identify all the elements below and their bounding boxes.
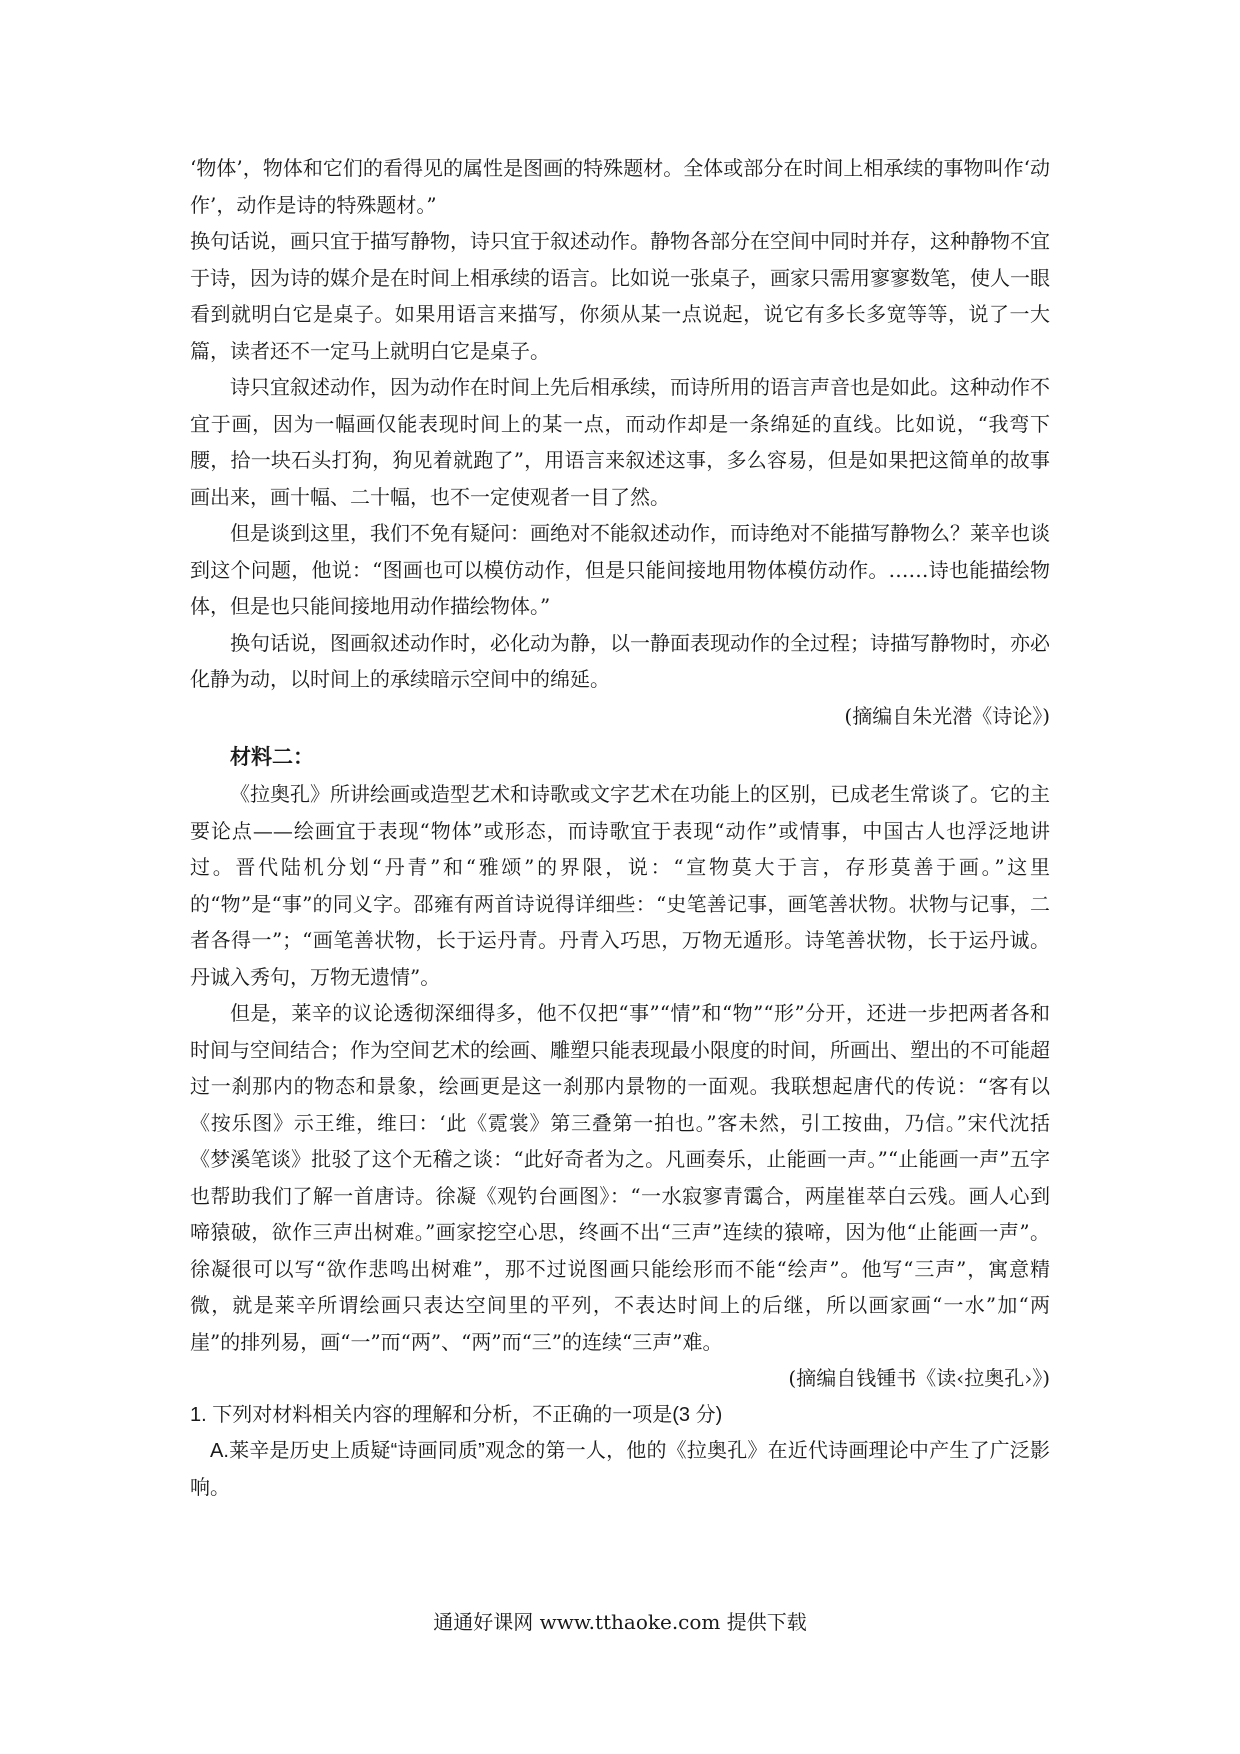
material1-paragraph-1: ‘物体’，物体和它们的看得见的属性是图画的特殊题材。全体或部分在时间上相承续的事物叫作‘动作’，动作是诗的特殊题材。”: [190, 156, 1050, 217]
material1-paragraph-3: 诗只宜叙述动作，因为动作在时间上先后相承续，而诗所用的语言声音也是如此。这种动作不宜于画，因为一幅画仅能表现时间上的某一点，而动作却是一条绵延的直线。比如说，“我弯下腰，拾一块石头打狗，狗见着就跑了”，用语言来叙述这事，多么容易，但是如果把这简单的故事画出来，画十幅、二十幅，也不一定使观者一目了然。: [190, 375, 1050, 509]
material2-paragraph-1: 《拉奥孔》所讲绘画或造型艺术和诗歌或文字艺术在功能上的区别，已成老生常谈了。它的主要论点——绘画宜于表现“物体”或形态，而诗歌宜于表现“动作”或情事，中国古人也浮泛地讲过。晋代陆机分划“丹青”和“雅颂”的界限，说：“宣物莫大于言，存形莫善于画。”这里的“物”是“事”的同义字。邵雍有两首诗说得详细些：“史笔善记事，画笔善状物。状物与记事，二者各得一”；“画笔善状物，长于运丹青。丹青入巧思，万物无遁形。诗笔善状物，长于运丹诚。丹诚入秀句，万物无遗情”。: [190, 782, 1050, 989]
material1-paragraph-5: 换句话说，图画叙述动作时，必化动为静，以一静面表现动作的全过程；诗描写静物时，亦必化静为动，以时间上的承续暗示空间中的绵延。: [190, 630, 1050, 691]
page-footer: 通通好课网 www.tthaoke.com 提供下载: [433, 1610, 807, 1634]
material2-paragraph-2: 但是，莱辛的议论透彻深细得多，他不仅把“事”“情”和“物”“形”分开，还进一步把两者各和时间与空间结合；作为空间艺术的绘画、雕塑只能表现最小限度的时间，所画出、塑出的不可能超过一刹那内的物态和景象，绘画更是这一刹那内景物的一面观。我联想起唐代的传说：“客有以《按乐图》示王维，维曰：‘此《霓裳》第三叠第一拍也。”客未然，引工按曲，乃信。”宋代沈括《梦溪笔谈》批驳了这个无稽之谈：“此好奇者为之。凡画奏乐，止能画一声。”“止能画一声”五字也帮助我们了解一首唐诗。徐凝《观钓台画图》：“一水寂寥青霭合，两崖崔萃白云残。画人心到啼猿破，欲作三声出树难。”画家挖空心思，终画不出“三声”连续的猿啼，因为他“止能画一声”。徐凝很可以写“欲作悲鸣出树难”，那不过说图画只能绘形而不能“绘声”。他写“三声”，寓意精微，就是莱辛所谓绘画只表达空间里的平列，不表达时间上的后继，所以画家画“一水”加“两崖”的排列易，画“一”而“两”、“两”而“三”的连续“三声”难。: [190, 1001, 1050, 1354]
material2-source: (摘编自钱锺书《读‹拉奥孔›》): [788, 1366, 1050, 1390]
material1-paragraph-2: 换句话说，画只宜于描写静物，诗只宜于叙述动作。静物各部分在空间中同时并存，这种静物不宜于诗，因为诗的媒介是在时间上相承续的语言。比如说一张桌子，画家只需用寥寥数笔，使人一眼看到就明白它是桌子。如果用语言来描写，你须从某一点说起，说它有多长多宽等等，说了一大篇，读者还不一定马上就明白它是桌子。: [190, 229, 1050, 363]
page-content: [190, 150, 1050, 1506]
material1-source: (摘编自朱光潜《诗论》): [844, 703, 1050, 728]
question-1-option-a: A.莱辛是历史上质疑“诗画同质”观念的第一人，他的《拉奥孔》在近代诗画理论中产生了广泛影响。: [190, 1440, 1050, 1499]
material1-paragraph-4: 但是谈到这里，我们不免有疑问：画绝对不能叙述动作，而诗绝对不能描写静物么？莱辛也谈到这个问题，他说：“图画也可以模仿动作，但是只能间接地用物体模仿动作。……诗也能描绘物体，但是也只能间接地用动作描绘物体。”: [190, 521, 1050, 618]
material2-heading: 材料二：: [230, 745, 314, 769]
question-1-stem: 1. 下列对材料相关内容的理解和分析，不正确的一项是(3 分): [190, 1403, 723, 1426]
